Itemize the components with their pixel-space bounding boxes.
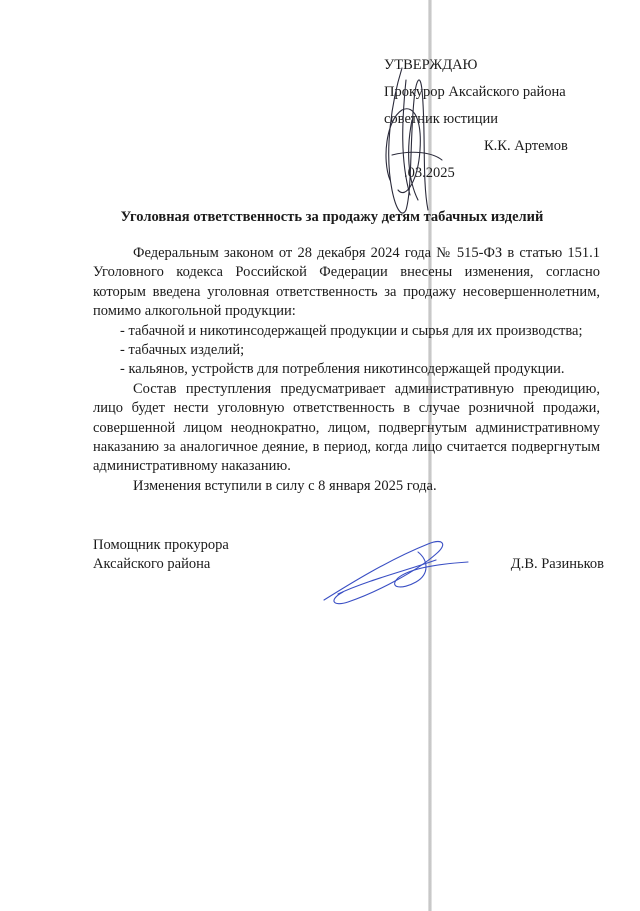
approval-heading: УТВЕРЖДАЮ: [384, 57, 478, 73]
signer-position-line-2: Аксайского района: [93, 556, 211, 573]
list-item-3: - кальянов, устройств для потребления никотинсодержащей продукции.: [120, 361, 565, 378]
signer-position-line-1: Помощник прокурора: [93, 537, 229, 553]
list-item-2: - табачных изделий;: [120, 342, 245, 359]
list-item-1: - табачной и никотинсодержащей продукции и сырья для их производства;: [120, 322, 583, 339]
approval-name: К.К. Артемов: [484, 138, 568, 154]
document-title: Уголовная ответственность за продажу детям табачных изделий: [120, 209, 544, 225]
approval-date: .03.2025: [404, 165, 455, 181]
prosecutor-signature: [362, 60, 472, 225]
document-body: [93, 244, 600, 496]
paragraph-1: Федеральным законом от 28 декабря 2024 года № 515-ФЗ в статью 151.1 Уголовного кодекса Российской Федерации внесены изменения, согласно которым введена уголовная ответственность за продажу несовершеннолетним, помимо алкогольной продукции:: [93, 245, 600, 320]
approval-rank: советник юстиции: [384, 111, 499, 127]
paragraph-2: Состав преступления предусматривает административную преюдицию, лицо будет нести уголовную ответственность в случае розничной продажи, совершенной лицом неоднократно, лицом, подвергнутым административному наказанию за аналогичное деяние, в период, когда лицо считается подвергнутым административному наказанию.: [93, 380, 600, 475]
paragraph-3: Изменения вступили в силу с 8 января 2025 года.: [133, 477, 437, 494]
approval-position: Прокурор Аксайского района: [384, 84, 566, 100]
signer-name: Д.В. Разиньков: [510, 556, 604, 572]
assistant-signature: [318, 530, 478, 610]
